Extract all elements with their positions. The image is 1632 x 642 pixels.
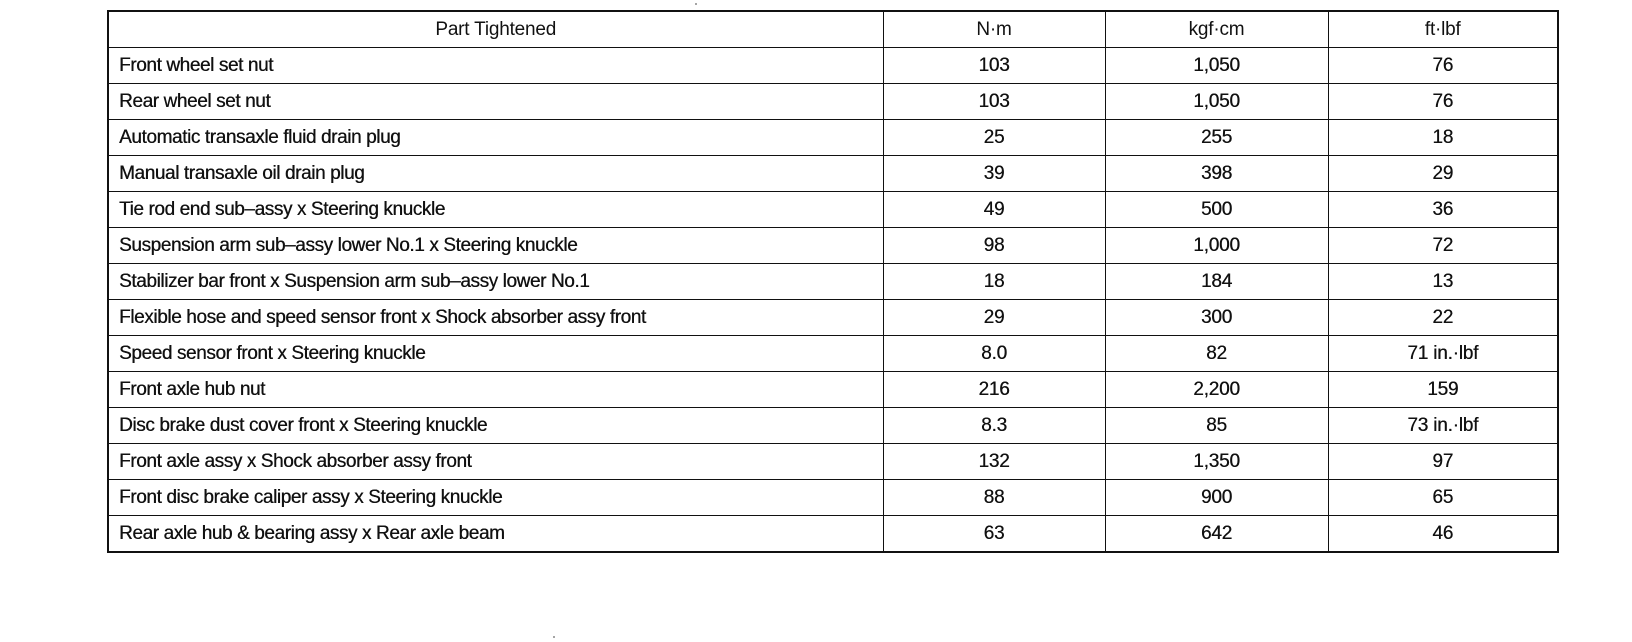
kgf-cm-cell: 1,050 (1105, 48, 1328, 84)
torque-specification-table (107, 10, 1559, 553)
nm-cell: 29 (883, 300, 1105, 336)
part-cell: Suspension arm sub–assy lower No.1 x Steering knuckle (108, 228, 883, 264)
header-row (108, 11, 1558, 48)
kgf-cm-cell: 1,350 (1105, 444, 1328, 480)
scan-speck (695, 3, 697, 5)
kgf-cm-cell: 1,000 (1105, 228, 1328, 264)
ft-lbf-cell: 36 (1328, 192, 1558, 228)
table-row (108, 444, 1558, 480)
table-row (108, 300, 1558, 336)
kgf-cm-cell: 900 (1105, 480, 1328, 516)
header-newton-meter: N·m (883, 11, 1105, 48)
scan-speck (553, 636, 555, 638)
part-cell: Front axle hub nut (108, 372, 883, 408)
ft-lbf-cell: 76 (1328, 48, 1558, 84)
table-row (108, 84, 1558, 120)
kgf-cm-cell: 642 (1105, 516, 1328, 553)
nm-cell: 63 (883, 516, 1105, 553)
nm-cell: 49 (883, 192, 1105, 228)
kgf-cm-cell: 184 (1105, 264, 1328, 300)
kgf-cm-cell: 500 (1105, 192, 1328, 228)
table-body (108, 48, 1558, 553)
table-header (108, 11, 1558, 48)
nm-cell: 25 (883, 120, 1105, 156)
header-kgf-cm: kgf·cm (1105, 11, 1328, 48)
ft-lbf-cell: 71 in.·lbf (1328, 336, 1558, 372)
nm-cell: 8.0 (883, 336, 1105, 372)
part-cell: Tie rod end sub–assy x Steering knuckle (108, 192, 883, 228)
table-row (108, 372, 1558, 408)
part-cell: Flexible hose and speed sensor front x Shock absorber assy front (108, 300, 883, 336)
ft-lbf-cell: 65 (1328, 480, 1558, 516)
ft-lbf-cell: 159 (1328, 372, 1558, 408)
kgf-cm-cell: 85 (1105, 408, 1328, 444)
part-cell: Front axle assy x Shock absorber assy front (108, 444, 883, 480)
kgf-cm-cell: 1,050 (1105, 84, 1328, 120)
header-part-tightened: Part Tightened (108, 11, 883, 48)
part-cell: Front disc brake caliper assy x Steering knuckle (108, 480, 883, 516)
table-row (108, 156, 1558, 192)
nm-cell: 8.3 (883, 408, 1105, 444)
ft-lbf-cell: 22 (1328, 300, 1558, 336)
nm-cell: 18 (883, 264, 1105, 300)
kgf-cm-cell: 82 (1105, 336, 1328, 372)
part-cell: Manual transaxle oil drain plug (108, 156, 883, 192)
part-cell: Disc brake dust cover front x Steering knuckle (108, 408, 883, 444)
ft-lbf-cell: 18 (1328, 120, 1558, 156)
kgf-cm-cell: 255 (1105, 120, 1328, 156)
header-ft-lbf: ft·lbf (1328, 11, 1558, 48)
table-row (108, 192, 1558, 228)
nm-cell: 132 (883, 444, 1105, 480)
kgf-cm-cell: 398 (1105, 156, 1328, 192)
part-cell: Automatic transaxle fluid drain plug (108, 120, 883, 156)
part-cell: Front wheel set nut (108, 48, 883, 84)
table-row (108, 480, 1558, 516)
ft-lbf-cell: 46 (1328, 516, 1558, 553)
part-cell: Stabilizer bar front x Suspension arm sub–assy lower No.1 (108, 264, 883, 300)
nm-cell: 39 (883, 156, 1105, 192)
part-cell: Rear axle hub & bearing assy x Rear axle beam (108, 516, 883, 553)
ft-lbf-cell: 72 (1328, 228, 1558, 264)
part-cell: Speed sensor front x Steering knuckle (108, 336, 883, 372)
table-row (108, 228, 1558, 264)
part-cell: Rear wheel set nut (108, 84, 883, 120)
table-row (108, 120, 1558, 156)
table-row (108, 264, 1558, 300)
nm-cell: 88 (883, 480, 1105, 516)
table-row (108, 48, 1558, 84)
ft-lbf-cell: 97 (1328, 444, 1558, 480)
nm-cell: 103 (883, 48, 1105, 84)
table-row (108, 336, 1558, 372)
nm-cell: 98 (883, 228, 1105, 264)
nm-cell: 103 (883, 84, 1105, 120)
ft-lbf-cell: 76 (1328, 84, 1558, 120)
table-row (108, 516, 1558, 553)
nm-cell: 216 (883, 372, 1105, 408)
kgf-cm-cell: 2,200 (1105, 372, 1328, 408)
ft-lbf-cell: 73 in.·lbf (1328, 408, 1558, 444)
ft-lbf-cell: 29 (1328, 156, 1558, 192)
kgf-cm-cell: 300 (1105, 300, 1328, 336)
table-row (108, 408, 1558, 444)
ft-lbf-cell: 13 (1328, 264, 1558, 300)
